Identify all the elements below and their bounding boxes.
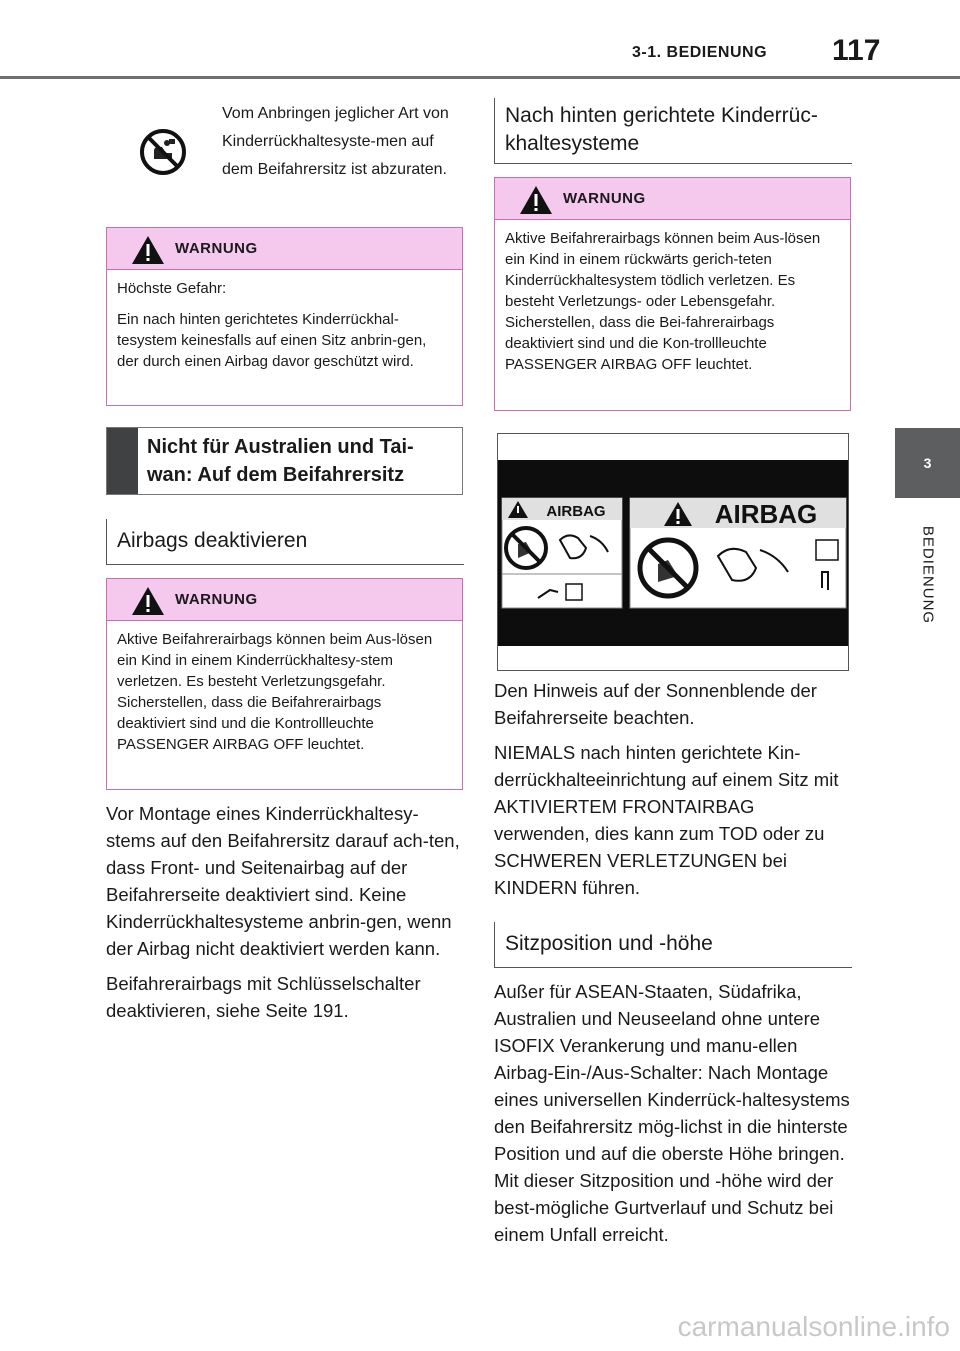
body-paragraph: Außer für ASEAN-Staaten, Südafrika, Australien und Neuseeland ohne untere ISOFIX Verankerung und manu-ellen Airbag-Ein-/Aus-Schalter: Nach Montage eines universellen Kinderrück-haltesystems den Beifahrersitz mög-lichst in die hinterste Position und auf die oberste Höhe bringen. Mit dieser Sitzposition und -höhe wird der best-mögliche Gurtverlauf und Schutz bei einem Unfall erreicht. xyxy=(494,981,850,1245)
body-paragraph: NIEMALS nach hinten gerichtete Kin-derrückhalteeinrichtung auf einem Sitz mit AKTIVIERTEM FRONTAIRBAG verwenden, dies kann zum TOD oder zu SCHWEREN VERLETZUNGEN bei KINDERN führen. xyxy=(494,742,839,898)
label-background xyxy=(498,460,848,646)
warning-header xyxy=(107,228,462,270)
airbag-warning-label-figure xyxy=(497,433,849,671)
airbag-small-text: AIRBAG xyxy=(546,503,606,520)
warning-triangle-icon xyxy=(131,586,165,616)
warning-body xyxy=(107,270,462,380)
airbag-label-illustration xyxy=(498,460,848,646)
warning-header xyxy=(107,579,462,621)
seat-body-text xyxy=(494,978,854,1248)
heading-bar xyxy=(107,428,138,494)
warning-triangle-icon xyxy=(519,185,553,215)
airbag-large-text: AIRBAG xyxy=(714,499,818,529)
warning-body xyxy=(107,621,462,763)
body-paragraph: Beifahrerairbags mit Schlüsselschalter deaktivieren, siehe Seite 191. xyxy=(106,973,421,1021)
warning-body xyxy=(495,220,850,383)
watermark: carmanualsonline.info xyxy=(677,1311,950,1342)
no-child-seat-icon xyxy=(140,129,186,175)
page-number: 117 xyxy=(832,34,881,67)
section-title: 3-1. BEDIENUNG xyxy=(632,44,768,61)
warning-label: WARNUNG xyxy=(563,190,646,207)
warning-box-1 xyxy=(106,227,463,406)
heading-not-australia xyxy=(106,427,463,495)
heading-text: Sitzposition und -höhe xyxy=(505,932,713,955)
heading-underline xyxy=(495,967,852,968)
chapter-label xyxy=(895,510,960,640)
heading-underline xyxy=(495,163,852,164)
heading-seat-position xyxy=(494,922,851,968)
warning-header xyxy=(495,178,850,220)
warning-label: WARNUNG xyxy=(175,591,258,608)
intro-text: Vom Anbringen jeglicher Art von Kinderrückhaltesyste-men auf dem Beifahrersitz ist abzuraten. xyxy=(222,105,449,178)
warning-text: Ein nach hinten gerichtetes Kinderrückhal-tesystem keinesfalls auf einen Sitz anbrin-gen, der durch einen Airbag davor geschützt wird. xyxy=(117,311,427,370)
warning-text: Aktive Beifahrerairbags können beim Aus-lösen ein Kind in einem Kinderrückhaltesy-stem verletzen. Es besteht Verletzungsgefahr. Sicherstellen, dass die Beifahrerairbags deaktiviert sind und die Kontrollleuchte PASSENGER AIRBAG OFF leuchtet. xyxy=(117,631,433,753)
warning-label: WARNUNG xyxy=(175,240,258,257)
body-paragraph: Den Hinweis auf der Sonnenblende der Beifahrerseite beachten. xyxy=(494,680,817,728)
heading-underline xyxy=(107,564,464,565)
chapter-label-text: BEDIENUNG xyxy=(919,525,936,625)
warning-box-2 xyxy=(106,578,463,790)
heading-deactivate-airbags xyxy=(106,519,463,565)
body-paragraph: Vor Montage eines Kinderrückhaltesy-stems auf den Beifahrersitz darauf ach-ten, dass Front- und Seitenairbag auf der Beifahrerseite deaktiviert sind. Keine Kinderrückhaltesysteme anbrin-gen, wenn der Airbag nicht deaktiviert werden kann. xyxy=(106,803,460,959)
left-body-text xyxy=(106,800,466,1024)
warning-box-3 xyxy=(494,177,851,411)
heading-rear-facing xyxy=(494,98,851,164)
header-divider xyxy=(0,76,960,79)
heading-text: Airbags deaktivieren xyxy=(117,529,308,552)
warning-triangle-icon xyxy=(131,235,165,265)
heading-text: Nach hinten gerichtete Kinderrüc-khaltesysteme xyxy=(505,104,818,155)
heading-text: Nicht für Australien und Tai-wan: Auf dem Beifahrersitz xyxy=(147,436,414,486)
warning-text: Aktive Beifahrerairbags können beim Aus-lösen ein Kind in einem rückwärts gerich-teten Kinderrückhaltesystem tödlich verletzen. Es besteht Verletzungs- oder Lebensgefahr. Sicherstellen, dass die Bei-fahrerairbags deaktiviert sind und die Kon-trollleuchte PASSENGER AIRBAG OFF leuchtet. xyxy=(505,230,821,373)
warning-text: Höchste Gefahr: xyxy=(117,280,227,297)
chapter-tab: 3 xyxy=(895,428,960,498)
right-body-text xyxy=(494,677,854,901)
